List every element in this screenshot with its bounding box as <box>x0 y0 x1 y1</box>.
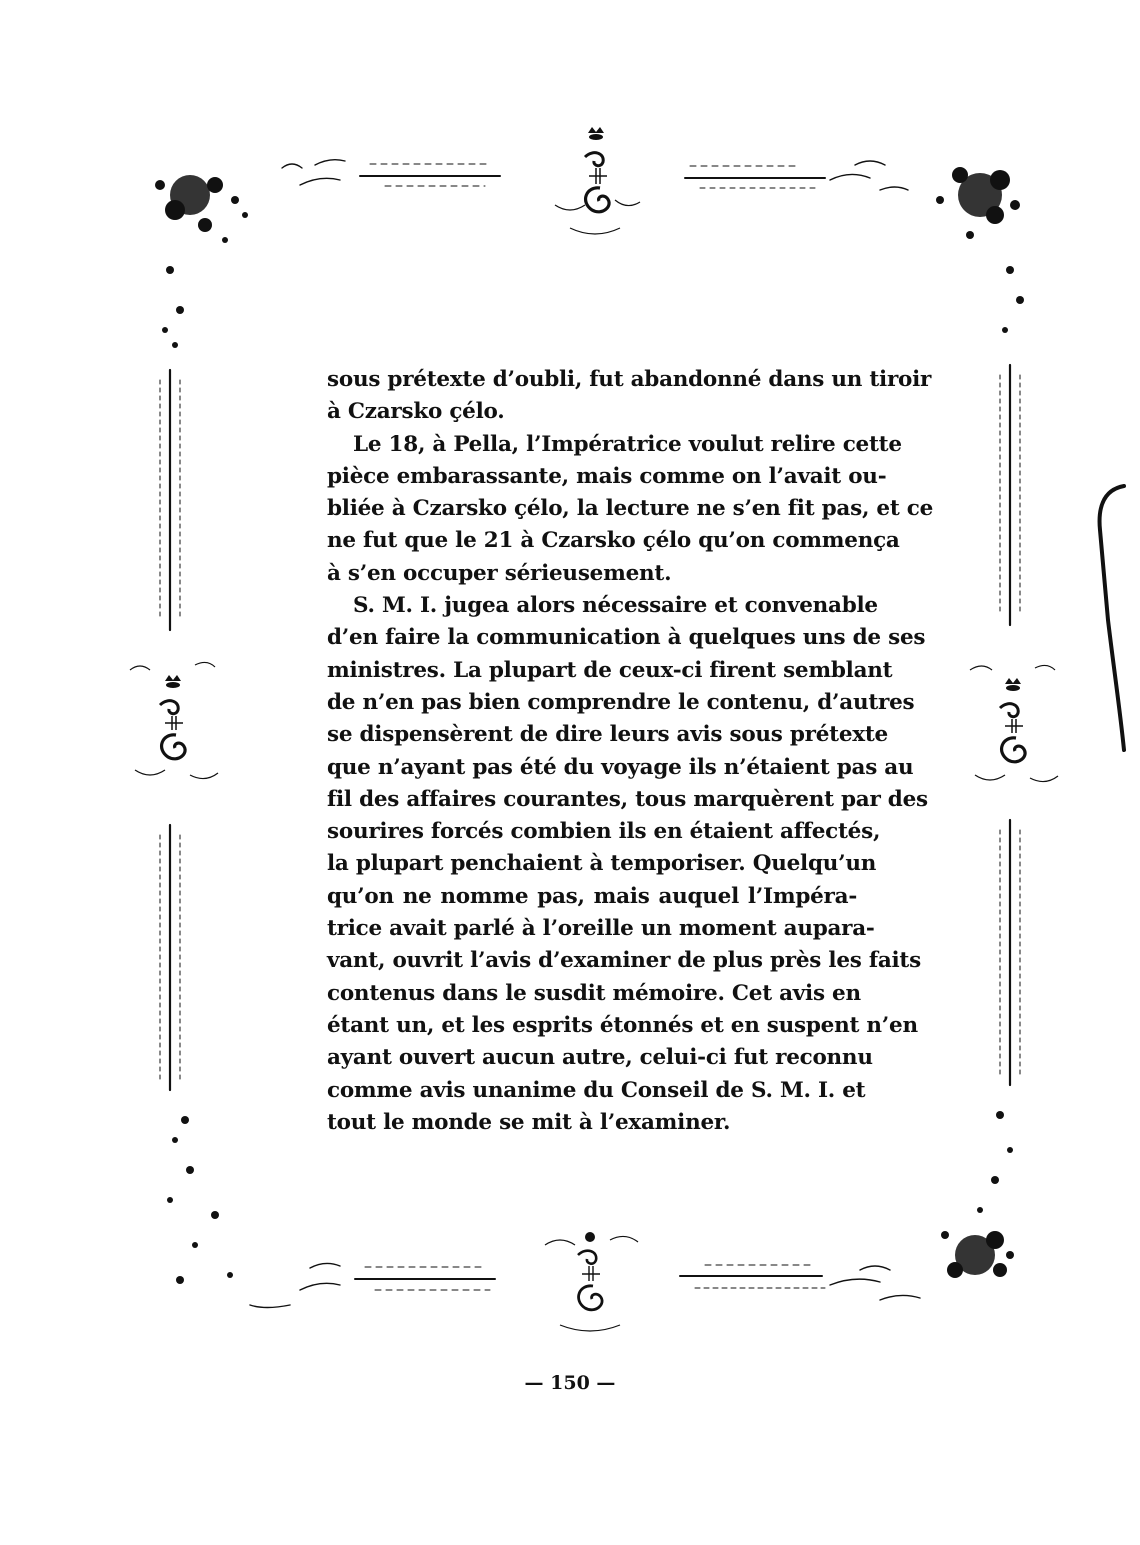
top-left-rule <box>282 160 500 186</box>
corner-ornament-bottom-left <box>167 1116 233 1284</box>
corner-ornament-top-right <box>936 167 1024 333</box>
left-side-rule <box>160 370 180 1090</box>
text-line: qu’on ne nomme pas, mais auquel l’Impéra- <box>327 883 857 909</box>
text-line: sourires forcés combien ils en étaient affectés, <box>327 819 881 845</box>
text-line: S. M. I. jugea alors nécessaire et convenable <box>353 593 878 619</box>
text-line: tout le monde se mit à l’examiner. <box>327 1109 731 1135</box>
text-line: à s’en occuper sérieusement. <box>327 560 672 586</box>
monogram-right <box>970 665 1058 781</box>
corner-ornament-bottom-right <box>941 1111 1014 1278</box>
bottom-left-rule <box>250 1263 495 1307</box>
text-line: sous prétexte d’oubli, fut abandonné dans un tiroir <box>327 367 932 392</box>
page-number: — 150 — <box>524 1372 616 1394</box>
text-line: ne fut que le 21 à Czarsko çélo qu’on commença <box>327 528 900 554</box>
monogram-left <box>130 662 218 778</box>
text-line: la plupart penchaient à temporiser. Quelqu’un <box>327 851 877 877</box>
margin-bracket-mark <box>1094 470 1140 770</box>
text-line: se dispensèrent de dire leurs avis sous prétexte <box>327 722 888 748</box>
text-line: Le 18, à Pella, l’Impératrice voulut relire cette <box>353 431 902 457</box>
text-line: ministres. La plupart de ceux-ci firent semblant <box>327 657 893 683</box>
monogram-top <box>555 127 640 234</box>
text-line: pièce embarassante, mais comme on l’avait ou- <box>327 463 887 489</box>
text-line: ayant ouvert aucun autre, celui-ci fut reconnu <box>327 1045 873 1071</box>
text-line: fil des affaires courantes, tous marquèrent par des <box>327 786 928 812</box>
text-line: étant un, et les esprits étonnés et en suspent n’en <box>327 1012 918 1038</box>
text-line: trice avait parlé à l’oreille un moment aupara- <box>327 916 875 942</box>
body-text <box>327 364 934 1139</box>
bottom-right-rule <box>680 1265 920 1300</box>
text-line: d’en faire la communication à quelques uns de ses <box>327 625 926 651</box>
text-line: comme avis unanime du Conseil de S. M. I. et <box>327 1077 866 1103</box>
text-line: de n’en pas bien comprendre le contenu, d’autres <box>327 689 915 715</box>
text-line: contenus dans le susdit mémoire. Cet avis en <box>327 980 861 1006</box>
text-line: vant, ouvrit l’avis d’examiner de plus près les faits <box>327 948 921 974</box>
monogram-bottom <box>545 1232 638 1331</box>
text-line: à Czarsko çélo. <box>327 399 505 425</box>
text-line: bliée à Czarsko çélo, la lecture ne s’en fit pas, et ce <box>327 496 934 522</box>
right-side-rule <box>1000 365 1020 1085</box>
top-right-rule <box>685 161 908 190</box>
corner-ornament-top-left <box>155 175 248 348</box>
text-line: que n’ayant pas été du voyage ils n’étaient pas au <box>327 754 914 780</box>
